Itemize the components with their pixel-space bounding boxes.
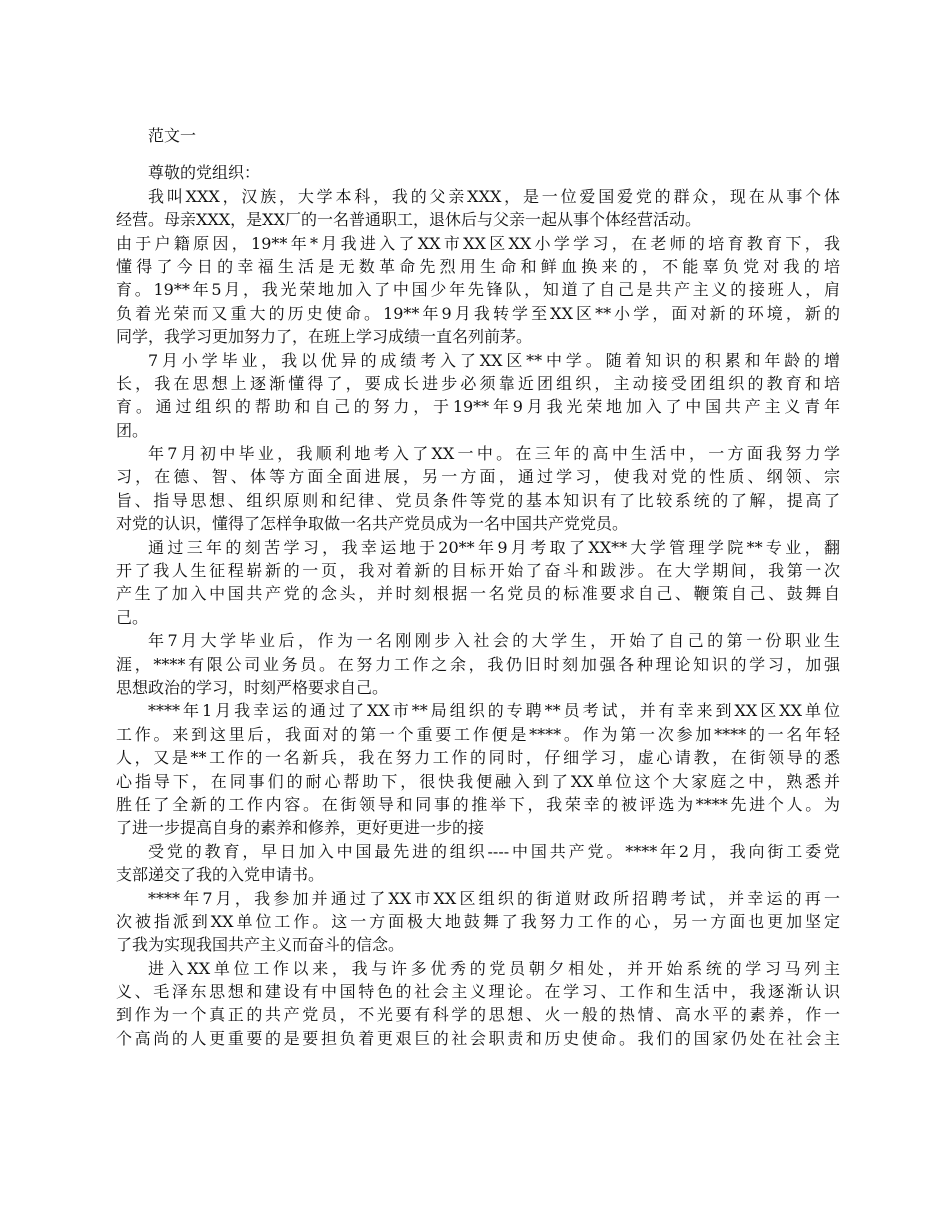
- text-line: 到作为一个真正的共产党员，不光要有科学的思想、火一般的热情、高水平的素养，作一: [116, 1005, 840, 1025]
- text-line: 团。: [116, 420, 149, 440]
- text-line: 7月小学毕业，我以优异的成绩考入了XX区**中学。随着知识的积累和年龄的增: [148, 350, 840, 370]
- text-line: 次被指派到XX单位工作。这一方面极大地鼓舞了我努力工作的心，另一方面也更加坚定: [116, 911, 840, 931]
- text-line: 我叫XXX，汉族，大学本科，我的父亲XXX，是一位爱国爱党的群众，现在从事个体: [148, 186, 840, 206]
- paragraph-6: [116, 699, 840, 839]
- text-line: 旨、指导思想、组织原则和纪律、党员条件等党的基本知识有了比较系统的了解，提高了: [116, 490, 840, 510]
- paragraph-8: [116, 887, 840, 957]
- text-line: 负着光荣而又重大的历史使命。19**年9月我转学至XX区**小学，面对新的环境，新的: [116, 303, 840, 323]
- text-line: 产生了加入中国共产党的念头，并时刻根据一名党员的标准要求自己、鞭策自己、鼓舞自: [116, 584, 840, 604]
- text-line: 己。: [116, 607, 149, 627]
- text-line: 了我为实现我国共产主义而奋斗的信念。: [116, 935, 405, 955]
- text-line: 人，又是**工作的一名新兵，我在努力工作的同时，仔细学习，虚心请教，在街领导的悉: [116, 748, 840, 768]
- text-line: 支部递交了我的入党申请书。: [116, 865, 325, 885]
- text-line: 经营。母亲XXX，是XX厂的一名普通职工，退休后与父亲一起从事个体经营活动。: [116, 210, 701, 230]
- text-line: 习，在德、智、体等方面全面进展，另一方面，通过学习，使我对党的性质、纲领、宗: [116, 467, 840, 487]
- paragraph-3: [116, 442, 840, 536]
- paragraph-2: [116, 349, 840, 443]
- document-body: [116, 124, 840, 1050]
- text-line: 育。19**年5月，我光荣地加入了中国少年先锋队，知道了自己是共产主义的接班人，肩: [116, 280, 840, 300]
- text-line: 了进一步提高自身的素养和修养，更好更进一步的接: [116, 818, 485, 838]
- text-line: 思想政治的学习，时刻严格要求自己。: [116, 677, 389, 697]
- text-line: 受党的教育，早日加入中国最先进的组织----中国共产党。****年2月，我向街工委党: [148, 841, 840, 861]
- text-line: 工作。来到这里后，我面对的第一个重要工作便是****。作为第一次参加****的一名年轻: [116, 724, 840, 744]
- text-line: 由于户籍原因，19**年*月我进入了XX市XX区XX小学学习，在老师的培育教育下，我: [116, 233, 840, 253]
- paragraph-1: [116, 185, 840, 349]
- text-line: 同学，我学习更加努力了，在班上学习成绩一直名列前茅。: [116, 327, 533, 347]
- text-line: 胜任了全新的工作内容。在街领导和同事的推举下，我荣幸的被评选为****先进个人。为: [116, 794, 840, 814]
- text-line: 心指导下，在同事们的耐心帮助下，很快我便融入到了XX单位这个大家庭之中，熟悉并: [116, 771, 840, 791]
- document-heading: 范文一: [148, 126, 197, 145]
- text-line: ****年1月我幸运的通过了XX市**局组织的专聘**员考试，并有幸来到XX区XX单位: [148, 701, 840, 721]
- text-line: 年7月初中毕业，我顺利地考入了XX一中。在三年的高中生活中，一方面我努力学: [148, 444, 840, 464]
- text-line: 涯，****有限公司业务员。在努力工作之余，我仍旧时刻加强各种理论知识的学习，加强: [116, 654, 840, 674]
- salutation: 尊敬的党组织：: [148, 163, 261, 183]
- text-line: 开了我人生征程崭新的一页，我对着新的目标开始了奋斗和跋涉。在大学期间，我第一次: [116, 561, 840, 581]
- text-line: 义、毛泽东思想和建设有中国特色的社会主义理论。在学习、工作和生活中，我逐渐认识: [116, 982, 840, 1002]
- paragraph-9: [116, 957, 840, 1051]
- text-line: ****年7月，我参加并通过了XX市XX区组织的街道财政所招聘考试，并幸运的再一: [148, 888, 840, 908]
- text-line: 对党的认识，懂得了怎样争取做一名共产党员成为一名中国共产党党员。: [116, 514, 629, 534]
- paragraph-5: [116, 629, 840, 699]
- text-line: 育。通过组织的帮助和自己的努力，于19**年9月我光荣地加入了中国共产主义青年: [116, 397, 840, 417]
- text-line: 年7月大学毕业后，作为一名刚刚步入社会的大学生，开始了自己的第一份职业生: [148, 631, 840, 651]
- paragraph-7: [116, 840, 840, 887]
- text-line: 进入XX单位工作以来，我与许多优秀的党员朝夕相处，并开始系统的学习马列主: [148, 958, 840, 978]
- text-line: 长，我在思想上逐渐懂得了，要成长进步必须靠近团组织，主动接受团组织的教育和培: [116, 373, 840, 393]
- paragraph-4: [116, 536, 840, 630]
- text-line: 通过三年的刻苦学习，我幸运地于20**年9月考取了XX**大学管理学院**专业，翻: [148, 537, 840, 557]
- text-line: 懂得了今日的幸福生活是无数革命先烈用生命和鲜血换来的，不能辜负党对我的培: [116, 256, 840, 276]
- text-line: 个高尚的人更重要的是要担负着更艰巨的社会职责和历史使命。我们的国家仍处在社会主: [116, 1028, 840, 1048]
